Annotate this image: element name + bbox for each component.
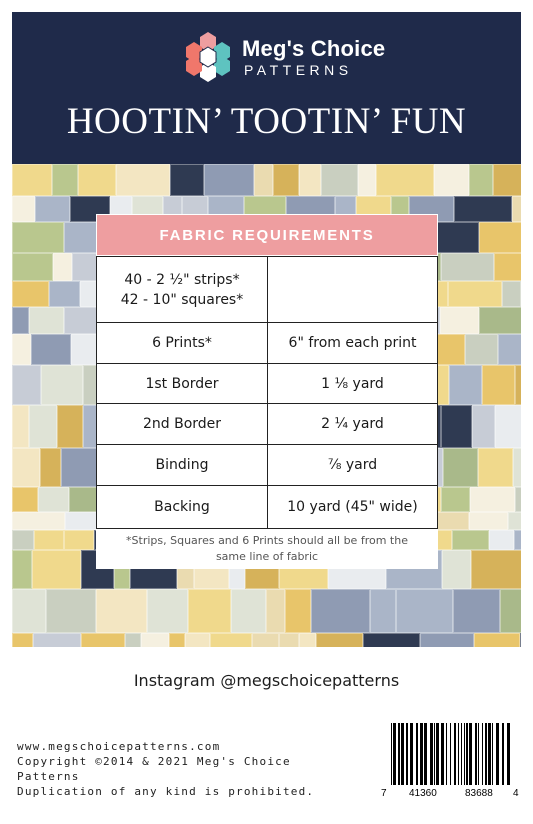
fabric-amount-cell: 2 ¼ yard — [268, 404, 438, 445]
quilt-patch — [185, 633, 210, 647]
quilt-patch — [489, 530, 514, 550]
quilt-patch — [252, 633, 279, 647]
quilt-patch — [321, 164, 358, 196]
quilt-patch — [78, 164, 116, 196]
barcode-bar — [391, 723, 392, 785]
quilt-patch — [41, 365, 83, 405]
quilt-patch — [474, 633, 520, 647]
quilt-patch — [204, 164, 254, 196]
quilt-patch — [12, 633, 33, 647]
barcode-bar — [469, 723, 472, 785]
quilt-patch — [469, 164, 493, 196]
quilt-patch — [434, 164, 469, 196]
fabric-amount-cell: 1 ⅛ yard — [268, 364, 438, 404]
barcode-bar — [424, 723, 427, 785]
fabric-requirements-table — [96, 256, 438, 529]
fabric-item-line: 40 - 2 ½" strips* — [124, 271, 240, 288]
quilt-patch — [495, 405, 521, 448]
barcode-bar — [492, 723, 493, 785]
quilt-patch — [32, 550, 81, 589]
pattern-title: HOOTIN’ TOOTIN’ FUN — [66, 101, 467, 142]
quilt-patch — [29, 405, 57, 448]
barcode-bar — [406, 723, 408, 785]
quilt-patch — [12, 512, 65, 530]
quilt-patch — [363, 633, 420, 647]
barcode-bar — [441, 723, 444, 785]
barcode-digits — [381, 788, 519, 802]
brand-subtitle: PATTERNS — [244, 62, 353, 78]
barcode-bar — [507, 723, 510, 785]
copyright-line: Patterns — [17, 770, 80, 783]
quilt-patch — [12, 550, 32, 589]
quilt-patch — [449, 365, 482, 405]
quilt-patch — [370, 589, 396, 633]
duplication-notice: Duplication of any kind is prohibited. — [17, 785, 315, 798]
quilt-patch — [442, 550, 471, 589]
quilt-patch — [40, 448, 61, 487]
quilt-patch — [500, 589, 521, 633]
quilt-patch — [431, 222, 479, 253]
table-row — [97, 404, 438, 445]
quilt-patch — [454, 196, 512, 222]
quilt-patch — [96, 589, 147, 633]
barcode-bar — [450, 723, 451, 785]
quilt-patch — [376, 164, 434, 196]
quilt-patch — [12, 530, 34, 550]
fabric-requirements-header: FABRIC REQUIREMENTS — [96, 214, 438, 256]
quilt-patch — [116, 164, 170, 196]
quilt-patch — [479, 307, 521, 334]
barcode-bar — [434, 723, 435, 785]
barcode-bar — [488, 723, 491, 785]
quilt-patch — [515, 487, 521, 512]
barcode-bar — [482, 723, 483, 785]
barcode-bar — [502, 723, 504, 785]
fabric-item-cell — [97, 257, 268, 323]
quilt-patch — [420, 633, 474, 647]
barcode-bar — [454, 723, 456, 785]
table-row — [97, 445, 438, 486]
quilt-patch — [81, 633, 125, 647]
fabric-note-line: *Strips, Squares and 6 Prints should all be from the — [126, 534, 408, 547]
quilt-patch — [465, 334, 498, 365]
quilt-patch — [52, 164, 78, 196]
quilt-patch — [520, 633, 521, 647]
quilt-patch — [452, 530, 489, 550]
quilt-patch — [34, 530, 64, 550]
quilt-patch — [170, 164, 204, 196]
website-link[interactable]: www.megschoicepatterns.com — [17, 740, 221, 753]
quilt-patch — [299, 633, 316, 647]
quilt-patch — [254, 164, 273, 196]
quilt-patch — [440, 307, 479, 334]
barcode-bar — [436, 723, 439, 785]
quilt-patch — [188, 589, 231, 633]
quilt-patch — [493, 164, 521, 196]
fabric-amount-cell: 6" from each print — [268, 323, 438, 364]
quilt-patch — [441, 405, 472, 448]
barcode-digit-group: 7 — [381, 788, 387, 799]
fabric-item-cell: 2nd Border — [97, 404, 268, 445]
quilt-patch — [470, 487, 515, 512]
barcode-bar — [458, 723, 459, 785]
quilt-patch — [12, 196, 35, 222]
barcode-bar — [401, 723, 404, 785]
table-row — [97, 364, 438, 404]
table-row — [97, 323, 438, 364]
quilt-patch — [12, 307, 29, 334]
quilt-patch — [210, 633, 252, 647]
barcode-bar — [466, 723, 468, 785]
quilt-patch — [469, 512, 508, 530]
barcode-bar — [464, 723, 465, 785]
quilt-patch — [57, 405, 83, 448]
barcode-bar — [393, 723, 396, 785]
quilt-patch — [266, 589, 285, 633]
quilt-patch — [35, 196, 70, 222]
quilt-patch — [12, 334, 31, 365]
quilt-patch — [64, 530, 94, 550]
quilt-patch — [494, 253, 521, 281]
table-row — [97, 486, 438, 529]
quilt-patch — [12, 222, 64, 253]
quilt-patch — [147, 589, 188, 633]
barcode-bar — [430, 723, 433, 785]
quilt-patch — [279, 633, 299, 647]
quilt-patch — [512, 196, 521, 222]
fabric-note — [96, 529, 438, 569]
fabric-item-cell: 6 Prints* — [97, 323, 268, 364]
fabric-item-cell: Binding — [97, 445, 268, 486]
copyright-line: Copyright ©2014 & 2021 Meg's Choice — [17, 755, 291, 768]
footer-info — [17, 739, 357, 799]
barcode-bar — [420, 723, 423, 785]
barcode-bar — [461, 723, 462, 785]
barcode-bar — [475, 723, 477, 785]
quilt-patch — [285, 589, 311, 633]
quilt-patch — [12, 448, 40, 487]
barcode-digit-group: 4 — [513, 788, 519, 799]
quilt-patch — [311, 589, 370, 633]
quilt-patch — [12, 487, 38, 512]
quilt-patch — [299, 164, 321, 196]
quilt-patch — [12, 281, 49, 307]
quilt-patch — [513, 448, 521, 487]
quilt-patch — [514, 530, 521, 550]
quilt-patch — [12, 164, 52, 196]
fabric-amount-cell — [268, 257, 438, 323]
barcode-bar — [398, 723, 400, 785]
fabric-amount-cell: 10 yard (45" wide) — [268, 486, 438, 529]
quilt-patch — [478, 448, 513, 487]
hexagon-flower-logo-icon — [182, 30, 234, 82]
quilt-patch — [448, 281, 502, 307]
quilt-patch — [453, 589, 500, 633]
quilt-patch — [471, 550, 521, 589]
fabric-item-cell: Backing — [97, 486, 268, 529]
quilt-patch — [443, 448, 478, 487]
quilt-patch — [498, 334, 521, 365]
quilt-patch — [33, 633, 81, 647]
quilt-patch — [53, 253, 72, 281]
barcode-digit-group: 41360 — [409, 788, 437, 799]
quilt-patch — [508, 512, 521, 530]
barcode-digit-group: 83688 — [465, 788, 493, 799]
quilt-patch — [515, 365, 521, 405]
quilt-patch — [31, 334, 71, 365]
quilt-patch — [479, 222, 521, 253]
header-banner — [12, 12, 521, 164]
quilt-patch — [316, 633, 363, 647]
quilt-patch — [441, 487, 470, 512]
quilt-patch — [169, 633, 185, 647]
quilt-patch — [38, 487, 69, 512]
barcode-bar — [496, 723, 499, 785]
fabric-requirements-panel — [96, 214, 438, 569]
barcode-bar — [478, 723, 479, 785]
quilt-patch — [472, 405, 495, 448]
quilt-patch — [29, 307, 64, 334]
fabric-item-line: 42 - 10" squares* — [120, 291, 244, 308]
brand-name: Meg's Choice — [242, 36, 386, 61]
barcode — [381, 721, 519, 807]
quilt-patch — [482, 365, 515, 405]
quilt-patch — [273, 164, 299, 196]
barcode-bar — [485, 723, 487, 785]
quilt-patch — [12, 365, 41, 405]
fabric-item-cell: 1st Border — [97, 364, 268, 404]
fabric-note-line: same line of fabric — [215, 550, 319, 563]
instagram-handle: Instagram @megschoicepatterns — [133, 671, 400, 690]
quilt-patch — [441, 253, 494, 281]
quilt-patch — [12, 405, 29, 448]
quilt-patch — [358, 164, 376, 196]
quilt-patch — [12, 253, 53, 281]
quilt-patch — [141, 633, 169, 647]
quilt-patch — [502, 281, 521, 307]
fabric-amount-cell: ⅞ yard — [268, 445, 438, 486]
quilt-patch — [46, 589, 96, 633]
quilt-patch — [125, 633, 141, 647]
barcode-bar — [416, 723, 418, 785]
quilt-patch — [64, 222, 99, 253]
quilt-patch — [49, 281, 80, 307]
quilt-patch — [231, 589, 266, 633]
table-row — [97, 257, 438, 323]
quilt-patch — [396, 589, 453, 633]
barcode-bar — [410, 723, 413, 785]
quilt-patch — [12, 589, 46, 633]
barcode-bar — [446, 723, 447, 785]
